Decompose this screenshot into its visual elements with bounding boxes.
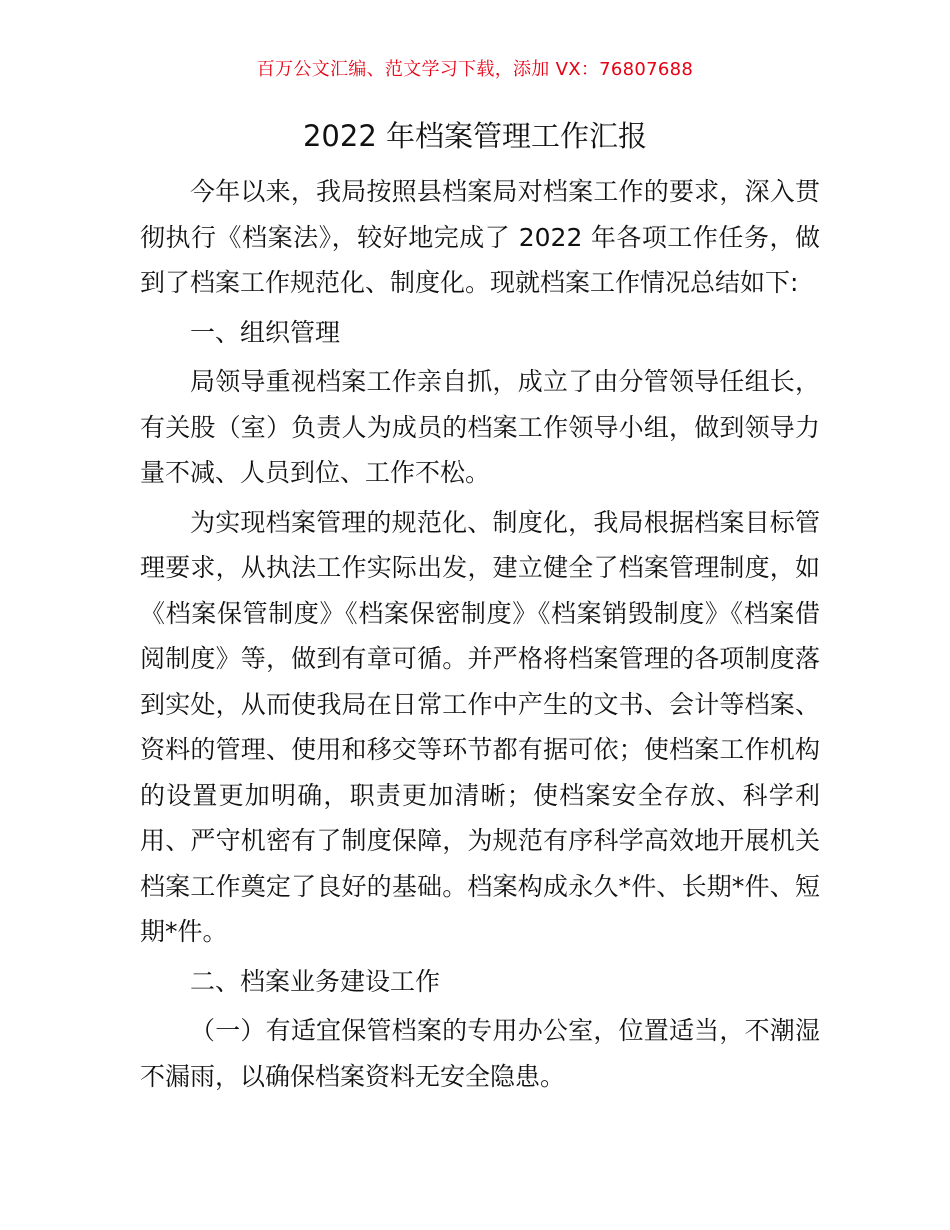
section-heading-2: 二、档案业务建设工作: [190, 966, 441, 996]
paragraph-intro: 今年以来，我局按照县档案局对档案工作的要求，深入贯彻执行《档案法》，较好地完成了 2022 年各项工作任务，做到了档案工作规范化、制度化。现就档案工作情况总结如下:: [140, 177, 820, 297]
paragraph-office-space: （一）有适宜保管档案的专用办公室，位置适当，不潮湿不漏雨，以确保档案资料无安全隐患。: [140, 1016, 820, 1091]
paragraph-management-system: 为实现档案管理的规范化、制度化，我局根据档案目标管理要求，从执法工作实际出发，建立健全了档案管理制度，如《档案保管制度》《档案保密制度》《档案销毁制度》《档案借阅制度》等，做到有章可循。并严格将档案管理的各项制度落到实处，从而使我局在日常工作中产生的文书、会计等档案、资料的管理、使用和移交等环节都有据可依；使档案工作机构的设置更加明确，职责更加清晰；使档案安全存放、科学利用、严守机密有了制度保障，为规范有序科学高效地开展机关档案工作奠定了良好的基础。档案构成永久*件、长期*件、短期*件。: [140, 507, 820, 946]
header-watermark-text: 百万公文汇编、范文学习下载，添加 VX：76807688: [256, 59, 694, 80]
section-heading-1: 一、组织管理: [190, 317, 341, 347]
document-body: [140, 169, 820, 1103]
paragraph-organization: 局领导重视档案工作亲自抓，成立了由分管领导任组长，有关股（室）负责人为成员的档案工作领导小组，做到领导力量不减、人员到位、工作不松。: [140, 367, 820, 487]
document-title: 2022 年档案管理工作汇报: [302, 119, 648, 153]
